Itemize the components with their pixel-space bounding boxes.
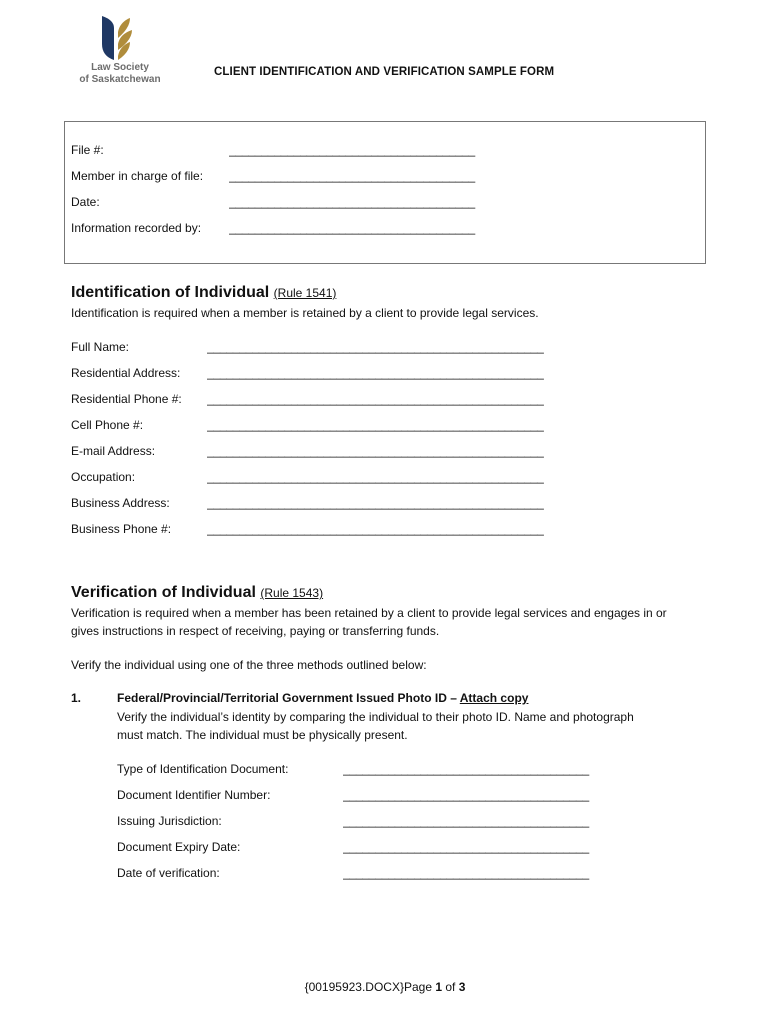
full-name-field[interactable]: ____________________________________________________ [207, 340, 544, 354]
method-1-title [117, 691, 528, 705]
wheat-logo-icon [96, 14, 144, 62]
residential-phone-label: Residential Phone #: [71, 392, 182, 406]
page-total: 3 [458, 980, 466, 994]
residential-address-label: Residential Address: [71, 366, 181, 380]
verification-date-label: Date of verification: [117, 866, 220, 880]
logo-line-1: Law Society [91, 62, 149, 73]
id-type-label: Type of Identification Document: [117, 762, 289, 776]
occupation-label: Occupation: [71, 470, 136, 484]
occupation-field[interactable]: ____________________________________________________ [207, 470, 544, 484]
doc-identifier-label: Document Identifier Number: [117, 788, 271, 802]
email-field[interactable]: ____________________________________________________ [207, 444, 544, 458]
member-in-charge-label: Member in charge of file: [71, 169, 204, 183]
file-number-label: File #: [71, 143, 104, 157]
issuing-jurisdiction-field[interactable]: ______________________________________ [343, 814, 590, 828]
verification-intro-2: gives instructions in respect of receiving, paying or transferring funds. [71, 624, 440, 638]
full-name-label: Full Name: [71, 340, 130, 354]
issuing-jurisdiction-label: Issuing Jurisdiction: [117, 814, 222, 828]
verification-intro-1: Verification is required when a member has been retained by a client to provide legal services and engages in or [71, 606, 667, 620]
identification-heading [71, 284, 336, 302]
verification-title: Verification of Individual [71, 584, 256, 601]
identification-rule: (Rule 1541) [273, 286, 337, 300]
cell-phone-field[interactable]: ____________________________________________________ [207, 418, 544, 432]
business-address-label: Business Address: [71, 496, 170, 510]
member-in-charge-field[interactable]: ______________________________________ [229, 169, 476, 183]
verification-instruction: Verify the individual using one of the three methods outlined below: [71, 658, 427, 672]
recorded-by-field[interactable]: ______________________________________ [229, 221, 476, 235]
doc-identifier-field[interactable]: ______________________________________ [343, 788, 590, 802]
identification-intro: Identification is required when a member is retained by a client to provide legal services. [71, 306, 539, 320]
law-society-logo [70, 14, 170, 86]
method-1-desc-2: must match. The individual must be physically present. [117, 728, 408, 742]
attach-copy-label: Attach copy [459, 691, 529, 705]
cell-phone-label: Cell Phone #: [71, 418, 144, 432]
business-phone-field[interactable]: ____________________________________________________ [207, 522, 544, 536]
doc-expiry-field[interactable]: ______________________________________ [343, 840, 590, 854]
date-label: Date: [71, 195, 100, 209]
method-1-title-text: Federal/Provincial/Territorial Government Issued Photo ID – [117, 691, 460, 705]
residential-phone-field[interactable]: ____________________________________________________ [207, 392, 544, 406]
residential-address-field[interactable]: ____________________________________________________ [207, 366, 544, 380]
doc-expiry-label: Document Expiry Date: [117, 840, 241, 854]
page-number: 1 [435, 980, 443, 994]
business-address-field[interactable]: ____________________________________________________ [207, 496, 544, 510]
form-title: CLIENT IDENTIFICATION AND VERIFICATION SAMPLE FORM [214, 66, 555, 78]
method-1-number: 1. [71, 691, 82, 705]
verification-heading [71, 584, 323, 602]
logo-line-2: of Saskatchewan [79, 74, 161, 85]
id-type-field[interactable]: ______________________________________ [343, 762, 590, 776]
verification-date-field[interactable]: ______________________________________ [343, 866, 590, 880]
of-word: of [442, 980, 459, 994]
identification-title: Identification of Individual [71, 284, 270, 301]
method-1-desc-1: Verify the individual’s identity by comparing the individual to their photo ID. Name and photograph [117, 710, 634, 724]
business-phone-label: Business Phone #: [71, 522, 172, 536]
file-number-field[interactable]: ______________________________________ [229, 143, 476, 157]
verification-rule: (Rule 1543) [260, 586, 324, 600]
doc-reference: {00195923.DOCX} [304, 980, 404, 994]
page-footer [0, 980, 770, 994]
recorded-by-label: Information recorded by: [71, 221, 202, 235]
date-field[interactable]: ______________________________________ [229, 195, 476, 209]
email-label: E-mail Address: [71, 444, 156, 458]
page-word: Page [404, 980, 436, 994]
